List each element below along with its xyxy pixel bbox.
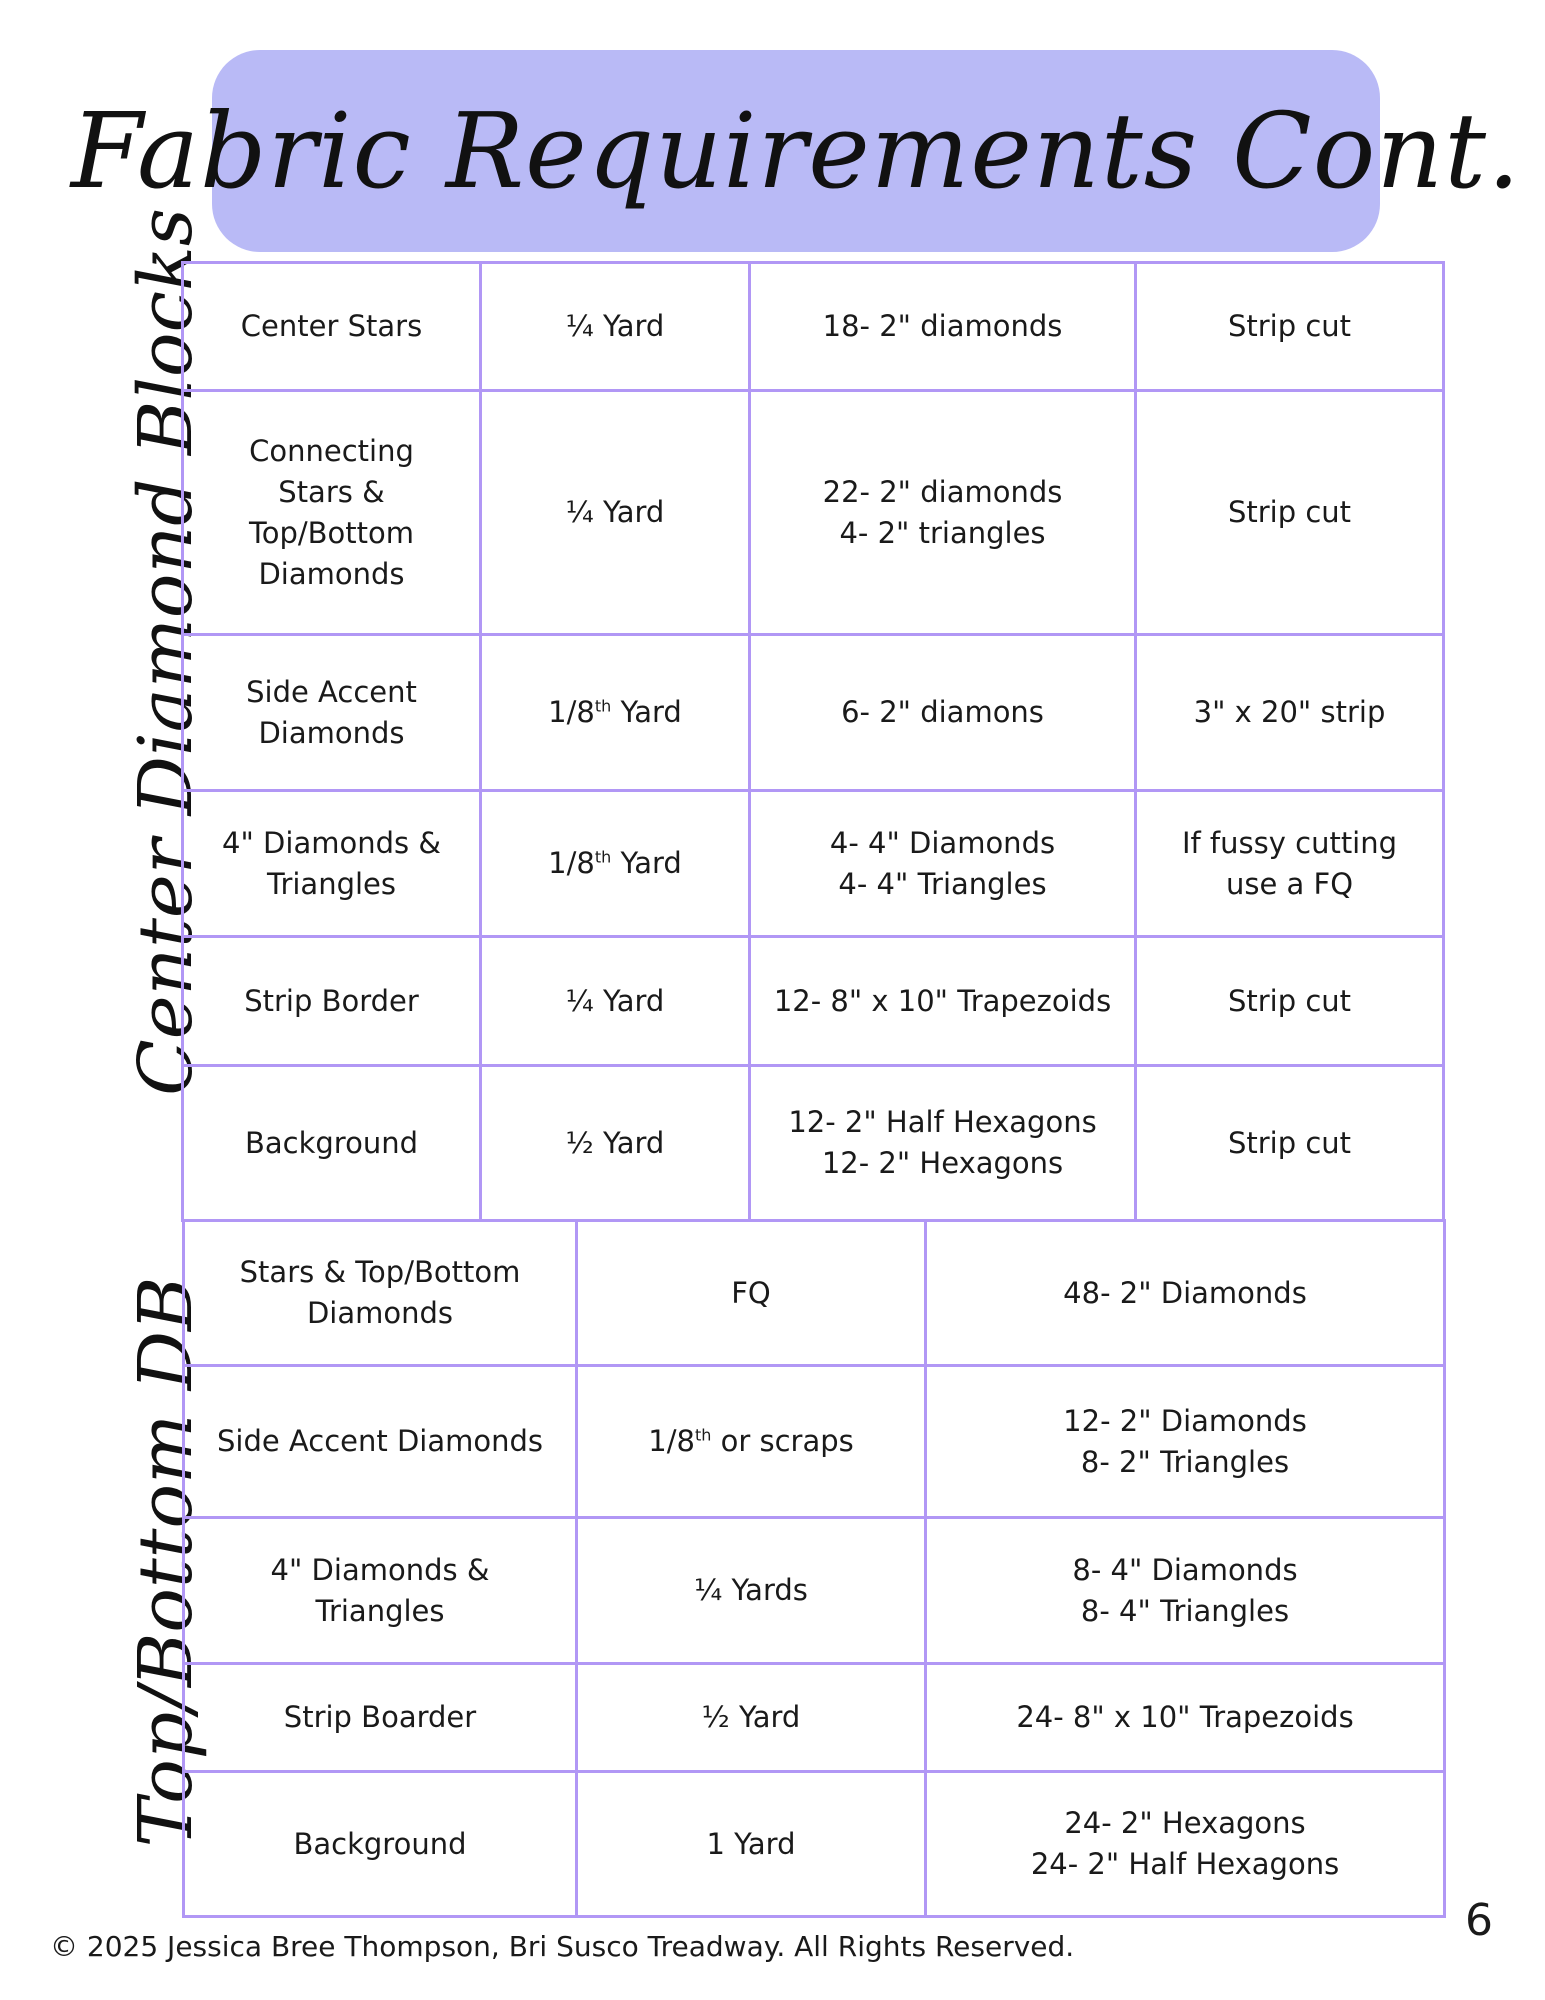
cuts-cell: 8- 4" Diamonds 8- 4" Triangles (926, 1518, 1445, 1664)
fabric-item-cell: Background (184, 1772, 577, 1917)
table-row (183, 1066, 1444, 1221)
yardage-cell: ¼ Yard (481, 937, 750, 1066)
table-row (183, 937, 1444, 1066)
notes-cell: Strip cut (1136, 263, 1444, 391)
fabric-item-cell: Strip Border (183, 937, 481, 1066)
center-diamond-blocks-label: Center Diamond Blocks (123, 208, 209, 1096)
table-row (183, 391, 1444, 635)
yardage-cell: FQ (577, 1221, 926, 1366)
notes-cell: 3" x 20" strip (1136, 635, 1444, 791)
page-title: Fabric Requirements Cont. (70, 90, 1522, 212)
yardage-cell: 1/8th Yard (481, 635, 750, 791)
notes-cell: If fussy cutting use a FQ (1136, 791, 1444, 937)
center-diamond-blocks-table (181, 261, 1445, 1222)
fabric-item-cell: 4" Diamonds & Triangles (183, 791, 481, 937)
yardage-cell: 1/8th or scraps (577, 1366, 926, 1518)
cuts-cell: 18- 2" diamonds (750, 263, 1136, 391)
cuts-cell: 48- 2" Diamonds (926, 1221, 1445, 1366)
fabric-item-cell: Stars & Top/Bottom Diamonds (184, 1221, 577, 1366)
table-row (184, 1772, 1445, 1917)
top-bottom-db-label: Top/Bottom DB (123, 1276, 209, 1848)
yardage-cell: ¼ Yards (577, 1518, 926, 1664)
cuts-cell: 12- 8" x 10" Trapezoids (750, 937, 1136, 1066)
fabric-item-cell: Strip Boarder (184, 1664, 577, 1772)
table-row (184, 1366, 1445, 1518)
cuts-cell: 22- 2" diamonds 4- 2" triangles (750, 391, 1136, 635)
table-row (184, 1221, 1445, 1366)
fabric-item-cell: Background (183, 1066, 481, 1221)
cuts-cell: 4- 4" Diamonds 4- 4" Triangles (750, 791, 1136, 937)
yardage-cell: 1/8th Yard (481, 791, 750, 937)
notes-cell: Strip cut (1136, 391, 1444, 635)
fabric-item-cell: 4" Diamonds & Triangles (184, 1518, 577, 1664)
notes-cell: Strip cut (1136, 937, 1444, 1066)
fabric-item-cell: Side Accent Diamonds (184, 1366, 577, 1518)
cuts-cell: 12- 2" Diamonds 8- 2" Triangles (926, 1366, 1445, 1518)
yardage-cell: ½ Yard (481, 1066, 750, 1221)
cuts-cell: 12- 2" Half Hexagons 12- 2" Hexagons (750, 1066, 1136, 1221)
table-row (184, 1518, 1445, 1664)
fabric-item-cell: Connecting Stars & Top/Bottom Diamonds (183, 391, 481, 635)
fabric-item-cell: Side Accent Diamonds (183, 635, 481, 791)
cuts-cell: 24- 8" x 10" Trapezoids (926, 1664, 1445, 1772)
table-row (184, 1664, 1445, 1772)
yardage-cell: ¼ Yard (481, 391, 750, 635)
cuts-cell: 6- 2" diamons (750, 635, 1136, 791)
yardage-cell: ½ Yard (577, 1664, 926, 1772)
fabric-item-cell: Center Stars (183, 263, 481, 391)
top-bottom-db-table (182, 1219, 1446, 1918)
table-row (183, 635, 1444, 791)
table-row (183, 791, 1444, 937)
yardage-cell: ¼ Yard (481, 263, 750, 391)
yardage-cell: 1 Yard (577, 1772, 926, 1917)
notes-cell: Strip cut (1136, 1066, 1444, 1221)
page-number: 6 (1465, 1895, 1493, 1946)
table-row (183, 263, 1444, 391)
copyright-notice: © 2025 Jessica Bree Thompson, Bri Susco Treadway. All Rights Reserved. (50, 1930, 1075, 1963)
cuts-cell: 24- 2" Hexagons 24- 2" Half Hexagons (926, 1772, 1445, 1917)
